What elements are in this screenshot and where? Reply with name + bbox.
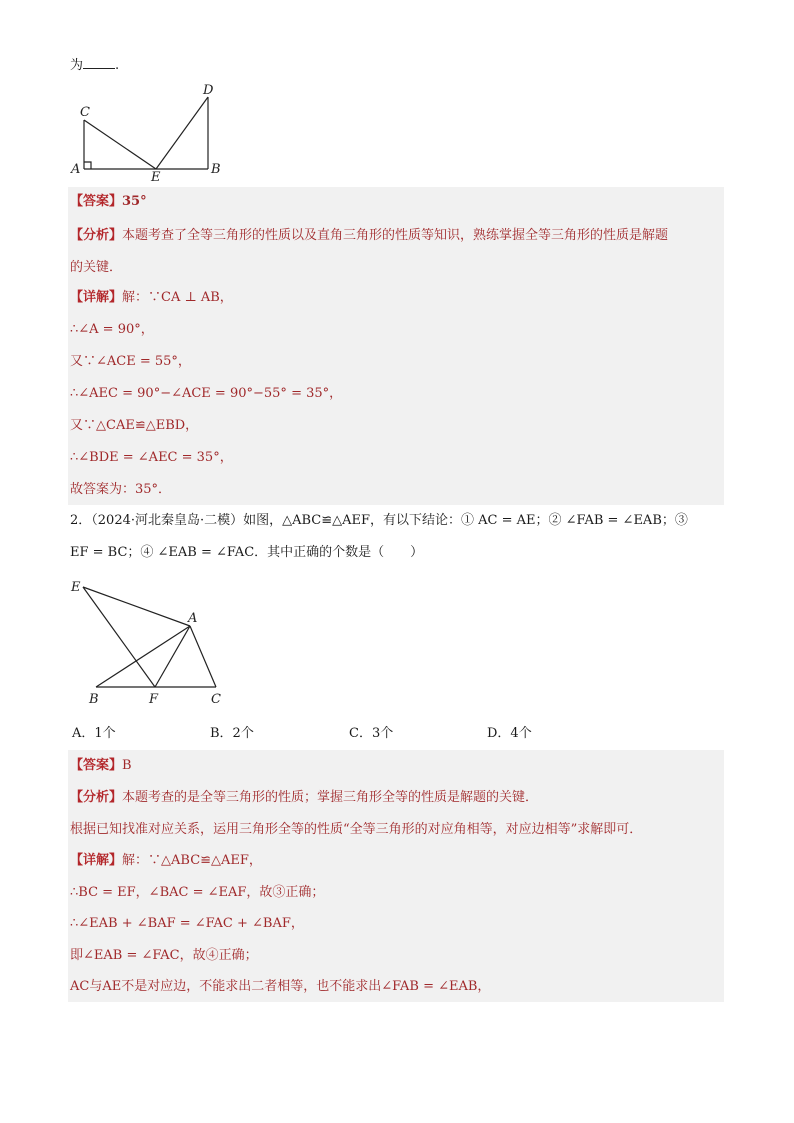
option-a[interactable]: A．1个 xyxy=(72,726,116,741)
label-c: C xyxy=(80,105,90,120)
label-b: B xyxy=(211,162,221,177)
option-c[interactable]: C．3个 xyxy=(349,726,394,741)
label-f2: F xyxy=(149,692,159,707)
question-2-stem-1: 2．（2024·河北秦皇岛·二模）如图，△ABC≌△AEF，有以下结论：① AC = AE；② ∠FAB = ∠EAB；③ xyxy=(70,513,688,528)
analysis-line-2-1: 【分析】本题考查的是全等三角形的性质；掌握三角形全等的性质是解题的关键． xyxy=(70,790,539,805)
option-d[interactable]: D．4个 xyxy=(487,726,532,741)
detail-line-3: 又∵∠ACE = 55°， xyxy=(70,354,191,369)
detail-line-4: ∴∠AEC = 90°−∠ACE = 90°−55° = 35°， xyxy=(70,386,343,401)
detail-line-2-5: AC与AE不是对应边，不能求出二者相等，也不能求出∠FAB = ∠EAB， xyxy=(70,979,491,994)
analysis-line-2: 的关键． xyxy=(70,260,123,275)
question-2-stem-2: EF = BC；④ ∠EAB = ∠FAC．其中正确的个数是（ ） xyxy=(70,545,424,560)
detail-line-5: 又∵△CAE≌△EBD， xyxy=(70,418,199,433)
option-b[interactable]: B．2个 xyxy=(210,726,254,741)
analysis-line-2-2: 根据已知找准对应关系，运用三角形全等的性质“全等三角形的对应角相等，对应边相等”求解即可． xyxy=(70,822,643,837)
answer-blank xyxy=(83,56,115,69)
label-b2: B xyxy=(89,692,99,707)
detail-line-1: 【详解】解：∵CA ⊥ AB， xyxy=(70,290,233,305)
detail-line-2-4: 即∠EAB = ∠FAC，故④正确； xyxy=(70,948,258,963)
detail-line-2: ∴∠A = 90°， xyxy=(70,322,154,337)
label-a: A xyxy=(71,162,81,177)
label-e2: E xyxy=(71,580,81,595)
label-d: D xyxy=(203,83,214,98)
detail-line-7: 故答案为：35°． xyxy=(70,482,172,497)
question-1-tail: 为 . xyxy=(70,58,120,73)
detail-line-2-1: 【详解】解：∵△ABC≌△AEF， xyxy=(70,853,262,868)
answer-line-1: 【答案】35° xyxy=(70,194,147,209)
detail-line-6: ∴∠BDE = ∠AEC = 35°， xyxy=(70,450,233,465)
detail-line-2-3: ∴∠EAB + ∠BAF = ∠FAC + ∠BAF， xyxy=(70,916,304,931)
figure-q2 xyxy=(66,574,236,709)
figure-q1 xyxy=(66,80,226,184)
detail-line-2-2: ∴BC = EF，∠BAC = ∠EAF，故③正确； xyxy=(70,885,325,900)
answer-line-2: 【答案】B xyxy=(70,758,132,773)
analysis-line-1: 【分析】本题考查了全等三角形的性质以及直角三角形的性质等知识，熟练掌握全等三角形的性质是解题 xyxy=(70,228,669,243)
label-e: E xyxy=(151,170,161,184)
label-a2: A xyxy=(188,611,198,626)
label-c2: C xyxy=(211,692,221,707)
